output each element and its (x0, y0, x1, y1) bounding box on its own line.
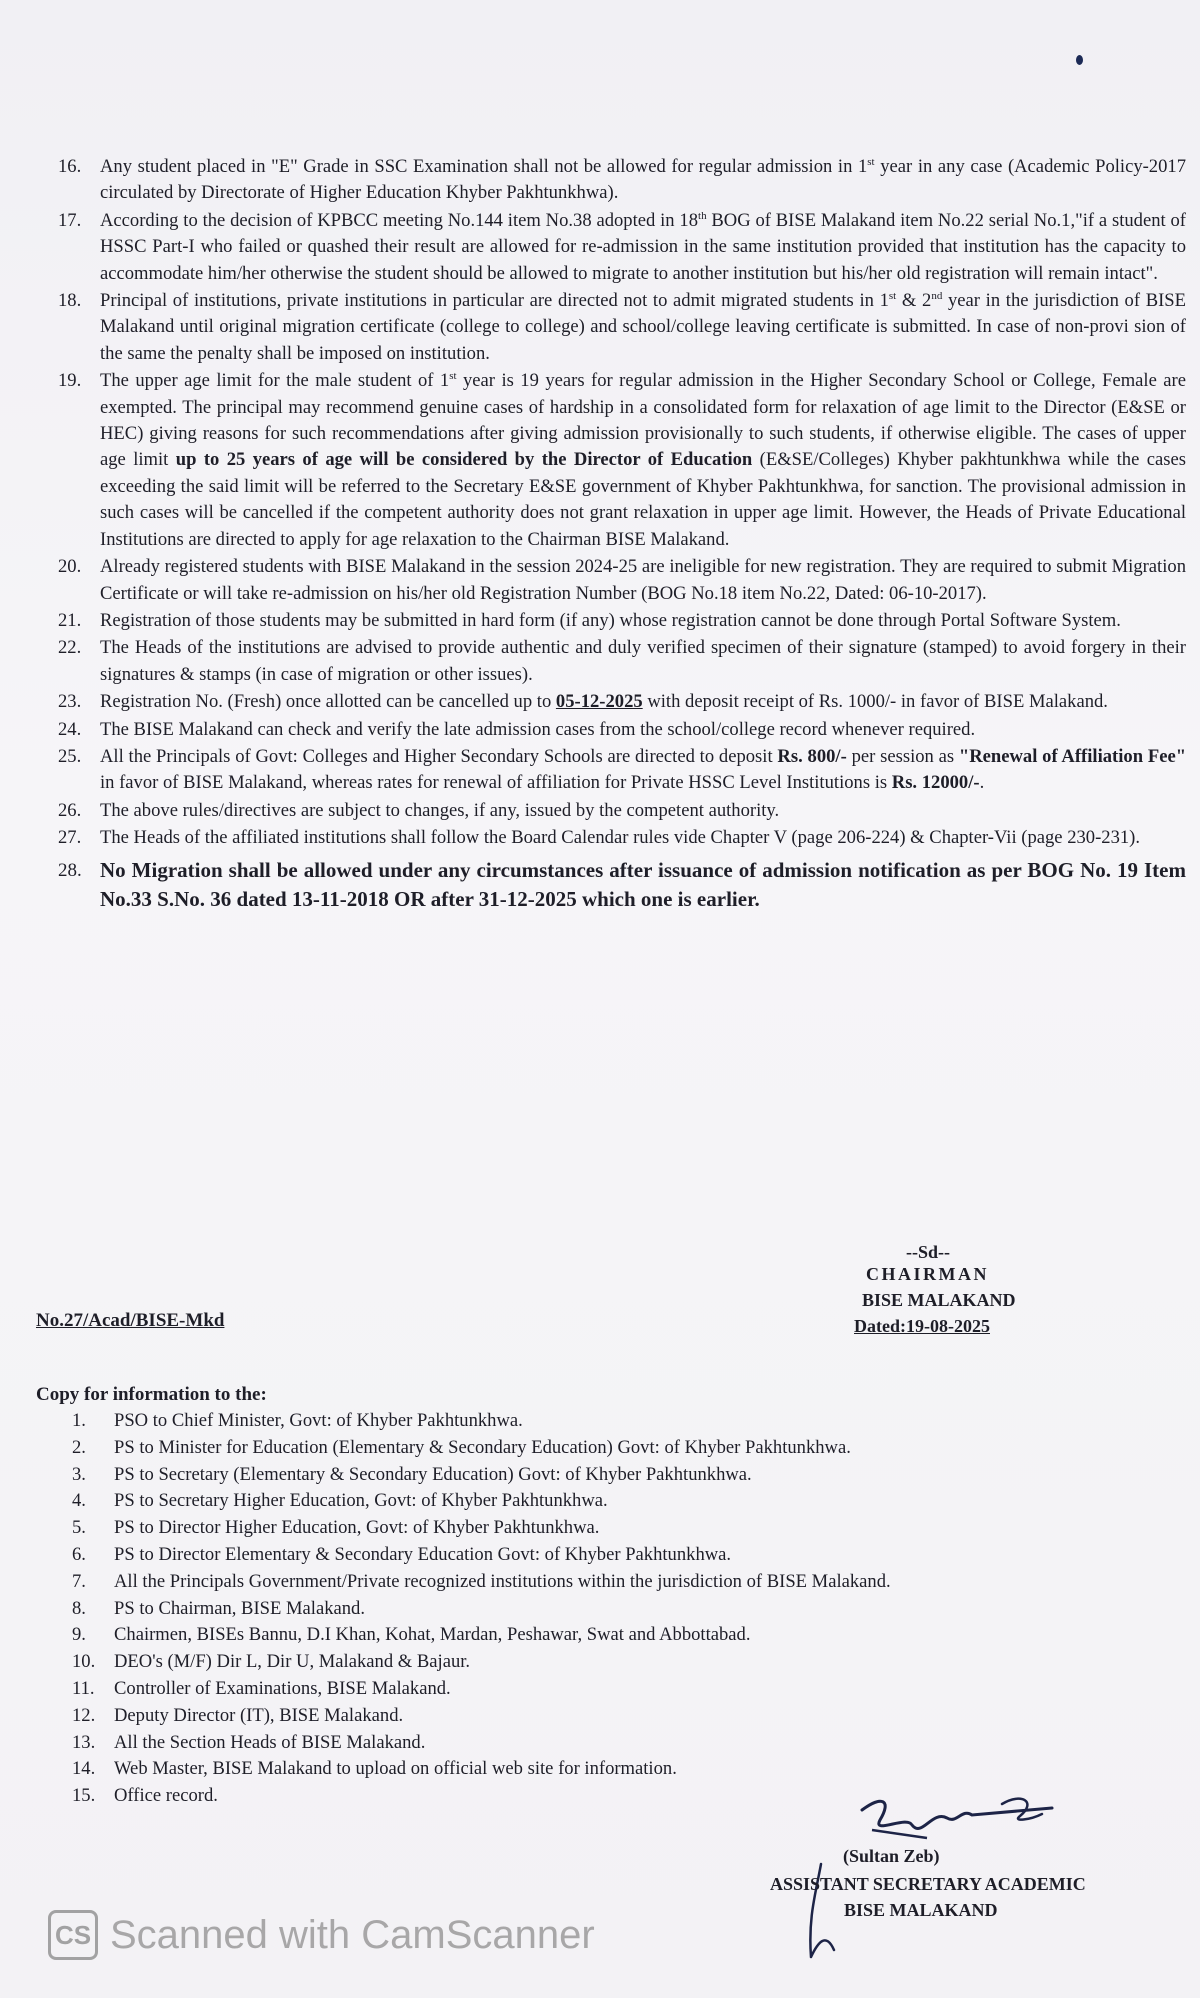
rule-item (58, 856, 1186, 914)
copy-text: DEO's (M/F) Dir L, Dir U, Malakand & Bajaur. (114, 1651, 471, 1673)
copy-text: Deputy Director (IT), BISE Malakand. (114, 1704, 404, 1726)
rule-text: year is 19 years for regular admission in the Higher Secondary School or College, Female are exempted. The principal may recommend genuine cases of hardship in a consolidated form for relaxation of age limit to the Director (E&SE or HEC) giving reasons for such recommendations after giving admission provisionally to such students, if otherwise eligible. The cases of upper age limit (100, 370, 1186, 471)
copy-text: PS to Secretary (Elementary & Secondary Education) Govt: of Khyber Pakhtunkhwa. (114, 1463, 752, 1485)
rule-text: st (867, 155, 875, 168)
rule-text: The Heads of the institutions are advised to provide authentic and duly verified specimen of their signature (stamped) to avoid forgery in their signatures & stamps (in case of migration or other issues). (100, 637, 1186, 685)
rule-number: 24. (58, 718, 82, 740)
ink-dot (1076, 55, 1083, 65)
rule-item (58, 154, 1186, 207)
copy-item (72, 1569, 1152, 1596)
rule-text: All the Principals of Govt: Colleges and Higher Secondary Schools are directed to deposit (100, 745, 778, 767)
copy-text: PS to Director Elementary & Secondary Education Govt: of Khyber Pakhtunkhwa. (114, 1543, 732, 1565)
copy-item (72, 1622, 1152, 1649)
copy-number: 2. (72, 1436, 86, 1458)
rule-number: 21. (58, 609, 82, 631)
copy-number: 13. (72, 1731, 96, 1753)
rule-text: Any student placed in "E" Grade in SSC Examination shall not be allowed for regular admission in 1 (100, 156, 868, 177)
copy-text: All the Principals Government/Private recognized institutions within the jurisdiction of BISE Malakand. (114, 1570, 891, 1592)
copy-item (72, 1676, 1152, 1703)
rule-text: Already registered students with BISE Malakand in the session 2024-25 are ineligible for new registration. They are required to submit Migration Certificate or will take re-admission on his/her old Registration Number (BOG No.18 item No.22, Dated: 06-10-2017). (100, 556, 1186, 604)
rule-number: 23. (58, 691, 82, 713)
copy-text: PS to Minister for Education (Elementary & Secondary Education) Govt: of Khyber Pakhtunkhwa. (114, 1436, 851, 1458)
copy-item (72, 1488, 1152, 1515)
rule-item (58, 825, 1186, 851)
rule-text: st (449, 370, 457, 383)
rule-text: 05-12-2025 (555, 691, 643, 713)
copy-text: All the Section Heads of BISE Malakand. (114, 1731, 426, 1753)
issue-date: Dated:19-08-2025 (854, 1316, 990, 1336)
rule-item (58, 208, 1186, 287)
copy-item (72, 1542, 1152, 1569)
copy-to-list (72, 1408, 1152, 1810)
rule-item (58, 368, 1186, 553)
copy-item (72, 1515, 1152, 1542)
rule-text: nd (931, 289, 943, 302)
camscanner-watermark (48, 1910, 595, 1960)
rule-text: per session as (846, 745, 959, 767)
rule-text: According to the decision of KPBCC meeting No.144 item No.38 adopted in 18 (100, 209, 699, 231)
copy-item (72, 1462, 1152, 1489)
copy-item (72, 1435, 1152, 1462)
copy-text: Controller of Examinations, BISE Malakand. (114, 1677, 451, 1699)
copy-number: 10. (72, 1651, 96, 1673)
rule-text: No Migration shall be allowed under any circumstances after issuance of admission notification as per BOG No. 19 Item No.33 S.No. 36 dated 13-11-2018 OR after 31-12-2025 which one is earlier. (100, 857, 1186, 911)
rule-number: 17. (58, 209, 82, 231)
copy-item (72, 1596, 1152, 1623)
rule-text: st (888, 289, 897, 302)
copy-number: 1. (72, 1410, 86, 1431)
rule-text: year in any case (Academic Policy-2017 circulated by Directorate of Higher Education Khyber Pakhtunkhwa). (100, 156, 1186, 204)
rule-text: The BISE Malakand can check and verify the late admission cases from the school/college record whenever required. (100, 718, 976, 740)
rule-item (58, 554, 1186, 607)
copy-number: 7. (72, 1570, 86, 1592)
rule-text: & 2 (896, 290, 932, 312)
rule-item (58, 689, 1186, 715)
sd-mark: --Sd-- (906, 1242, 950, 1262)
rule-text: . (979, 772, 985, 794)
copy-item (72, 1756, 1152, 1783)
chairman-title: CHAIRMAN (866, 1264, 989, 1284)
rule-text: th (698, 209, 707, 222)
rule-text: Principal of institutions, private institutions in particular are directed not to admit migrated students in 1 (100, 290, 889, 312)
rule-number: 18. (58, 290, 82, 312)
copy-text: Web Master, BISE Malakand to upload on official web site for information. (114, 1758, 677, 1780)
rule-text: Registration No. (Fresh) once allotted can be cancelled up to (100, 691, 556, 713)
rule-text: The Heads of the affiliated institutions shall follow the Board Calendar rules vide Chapter V (page 206-224) & Chapter-Vii (page 230-231). (100, 827, 1141, 849)
rule-text: "Renewal of Affiliation Fee" (958, 745, 1187, 767)
rule-number: 22. (58, 637, 82, 659)
copy-text: PS to Secretary Higher Education, Govt: of Khyber Pakhtunkhwa. (114, 1490, 608, 1512)
copy-text: Office record. (114, 1785, 218, 1807)
rule-item (58, 744, 1186, 797)
copy-number: 8. (72, 1597, 86, 1619)
rule-number: 20. (58, 556, 82, 578)
rule-item (58, 608, 1186, 634)
camscanner-logo-icon: CS (48, 1910, 98, 1960)
rule-text: in favor of BISE Malakand, whereas rates for renewal of affiliation for Private HSSC Level Institutions is (100, 772, 892, 794)
chairman-org: BISE MALAKAND (862, 1290, 1016, 1310)
copy-number: 15. (72, 1785, 96, 1807)
rules-list (58, 154, 1186, 915)
copy-text: PSO to Chief Minister, Govt: of Khyber Pakhtunkhwa. (114, 1410, 523, 1431)
rule-text: year in the jurisdiction of BISE Malakand until original migration certificate (college to college) and school/college leaving certificate is submitted. In case of non-provi sion of the same the penalty shall be imposed on institution. (100, 290, 1186, 364)
rule-number: 27. (58, 827, 82, 849)
rule-text: up to 25 years of age will be considered by the Director of Education (175, 449, 753, 471)
copy-to-heading: Copy for information to the: (36, 1384, 267, 1405)
rule-item (58, 635, 1186, 688)
copy-item (72, 1649, 1152, 1676)
copy-number: 6. (72, 1543, 86, 1565)
signatory-title: ASSISTANT SECRETARY ACADEMIC (770, 1874, 1086, 1894)
copy-number: 11. (72, 1677, 95, 1699)
copy-number: 14. (72, 1758, 96, 1780)
copy-number: 5. (72, 1517, 86, 1539)
rule-number: 25. (58, 745, 82, 767)
copy-number: 12. (72, 1704, 96, 1726)
rule-number: 26. (58, 799, 82, 821)
rule-number: 28. (58, 859, 82, 881)
rule-text: Rs. 12000/- (891, 772, 980, 794)
rule-text: BOG of BISE Malakand item No.22 serial No.1,"if a student of HSSC Part-I who failed or quashed their result are allowed for re-admission in the same institution provided that institution has the capacity to accommodate him/her otherwise the student should be allowed to migrate to another institution but his/her old registration will remain intact". (100, 209, 1186, 284)
rule-number: 16. (58, 156, 82, 177)
copy-item (72, 1730, 1152, 1757)
reference-number: No.27/Acad/BISE-Mkd (36, 1310, 225, 1331)
rule-text: with deposit receipt of Rs. 1000/- in favor of BISE Malakand. (642, 691, 1108, 713)
copy-text: Chairmen, BISEs Bannu, D.I Khan, Kohat, Mardan, Peshawar, Swat and Abbottabad. (114, 1624, 751, 1646)
copy-text: PS to Chairman, BISE Malakand. (114, 1597, 365, 1619)
copy-item (72, 1408, 1152, 1435)
rule-number: 19. (58, 370, 82, 392)
copy-item (72, 1703, 1152, 1730)
rule-text: Rs. 800/- (777, 745, 847, 767)
signatory-org: BISE MALAKAND (844, 1900, 998, 1920)
rule-text: The upper age limit for the male student of 1 (100, 370, 450, 392)
rule-item (58, 288, 1186, 367)
copy-number: 4. (72, 1490, 86, 1512)
signatory-name: (Sultan Zeb) (843, 1846, 940, 1866)
rule-item (58, 798, 1186, 824)
copy-number: 9. (72, 1624, 86, 1646)
camscanner-text: Scanned with CamScanner (110, 1912, 595, 1957)
rule-text: (E&SE/Colleges) Khyber pakhtunkhwa while the cases exceeding the said limit will be referred to the Secretary E&SE government of Khyber Pakhtunkhwa, for sanction. The provisional admission in such cases will be cancelled if the competent authority does not grant relaxation in upper age limit. However, the Heads of Private Educational Institutions are directed to apply for age relaxation to the Chairman BISE Malakand. (100, 449, 1186, 550)
copy-number: 3. (72, 1463, 86, 1485)
rule-item (58, 717, 1186, 743)
rule-text: The above rules/directives are subject to changes, if any, issued by the competent authority. (100, 799, 780, 821)
rule-text: Registration of those students may be submitted in hard form (if any) whose registration cannot be done through Portal Software System. (100, 609, 1121, 631)
copy-text: PS to Director Higher Education, Govt: of Khyber Pakhtunkhwa. (114, 1517, 600, 1539)
